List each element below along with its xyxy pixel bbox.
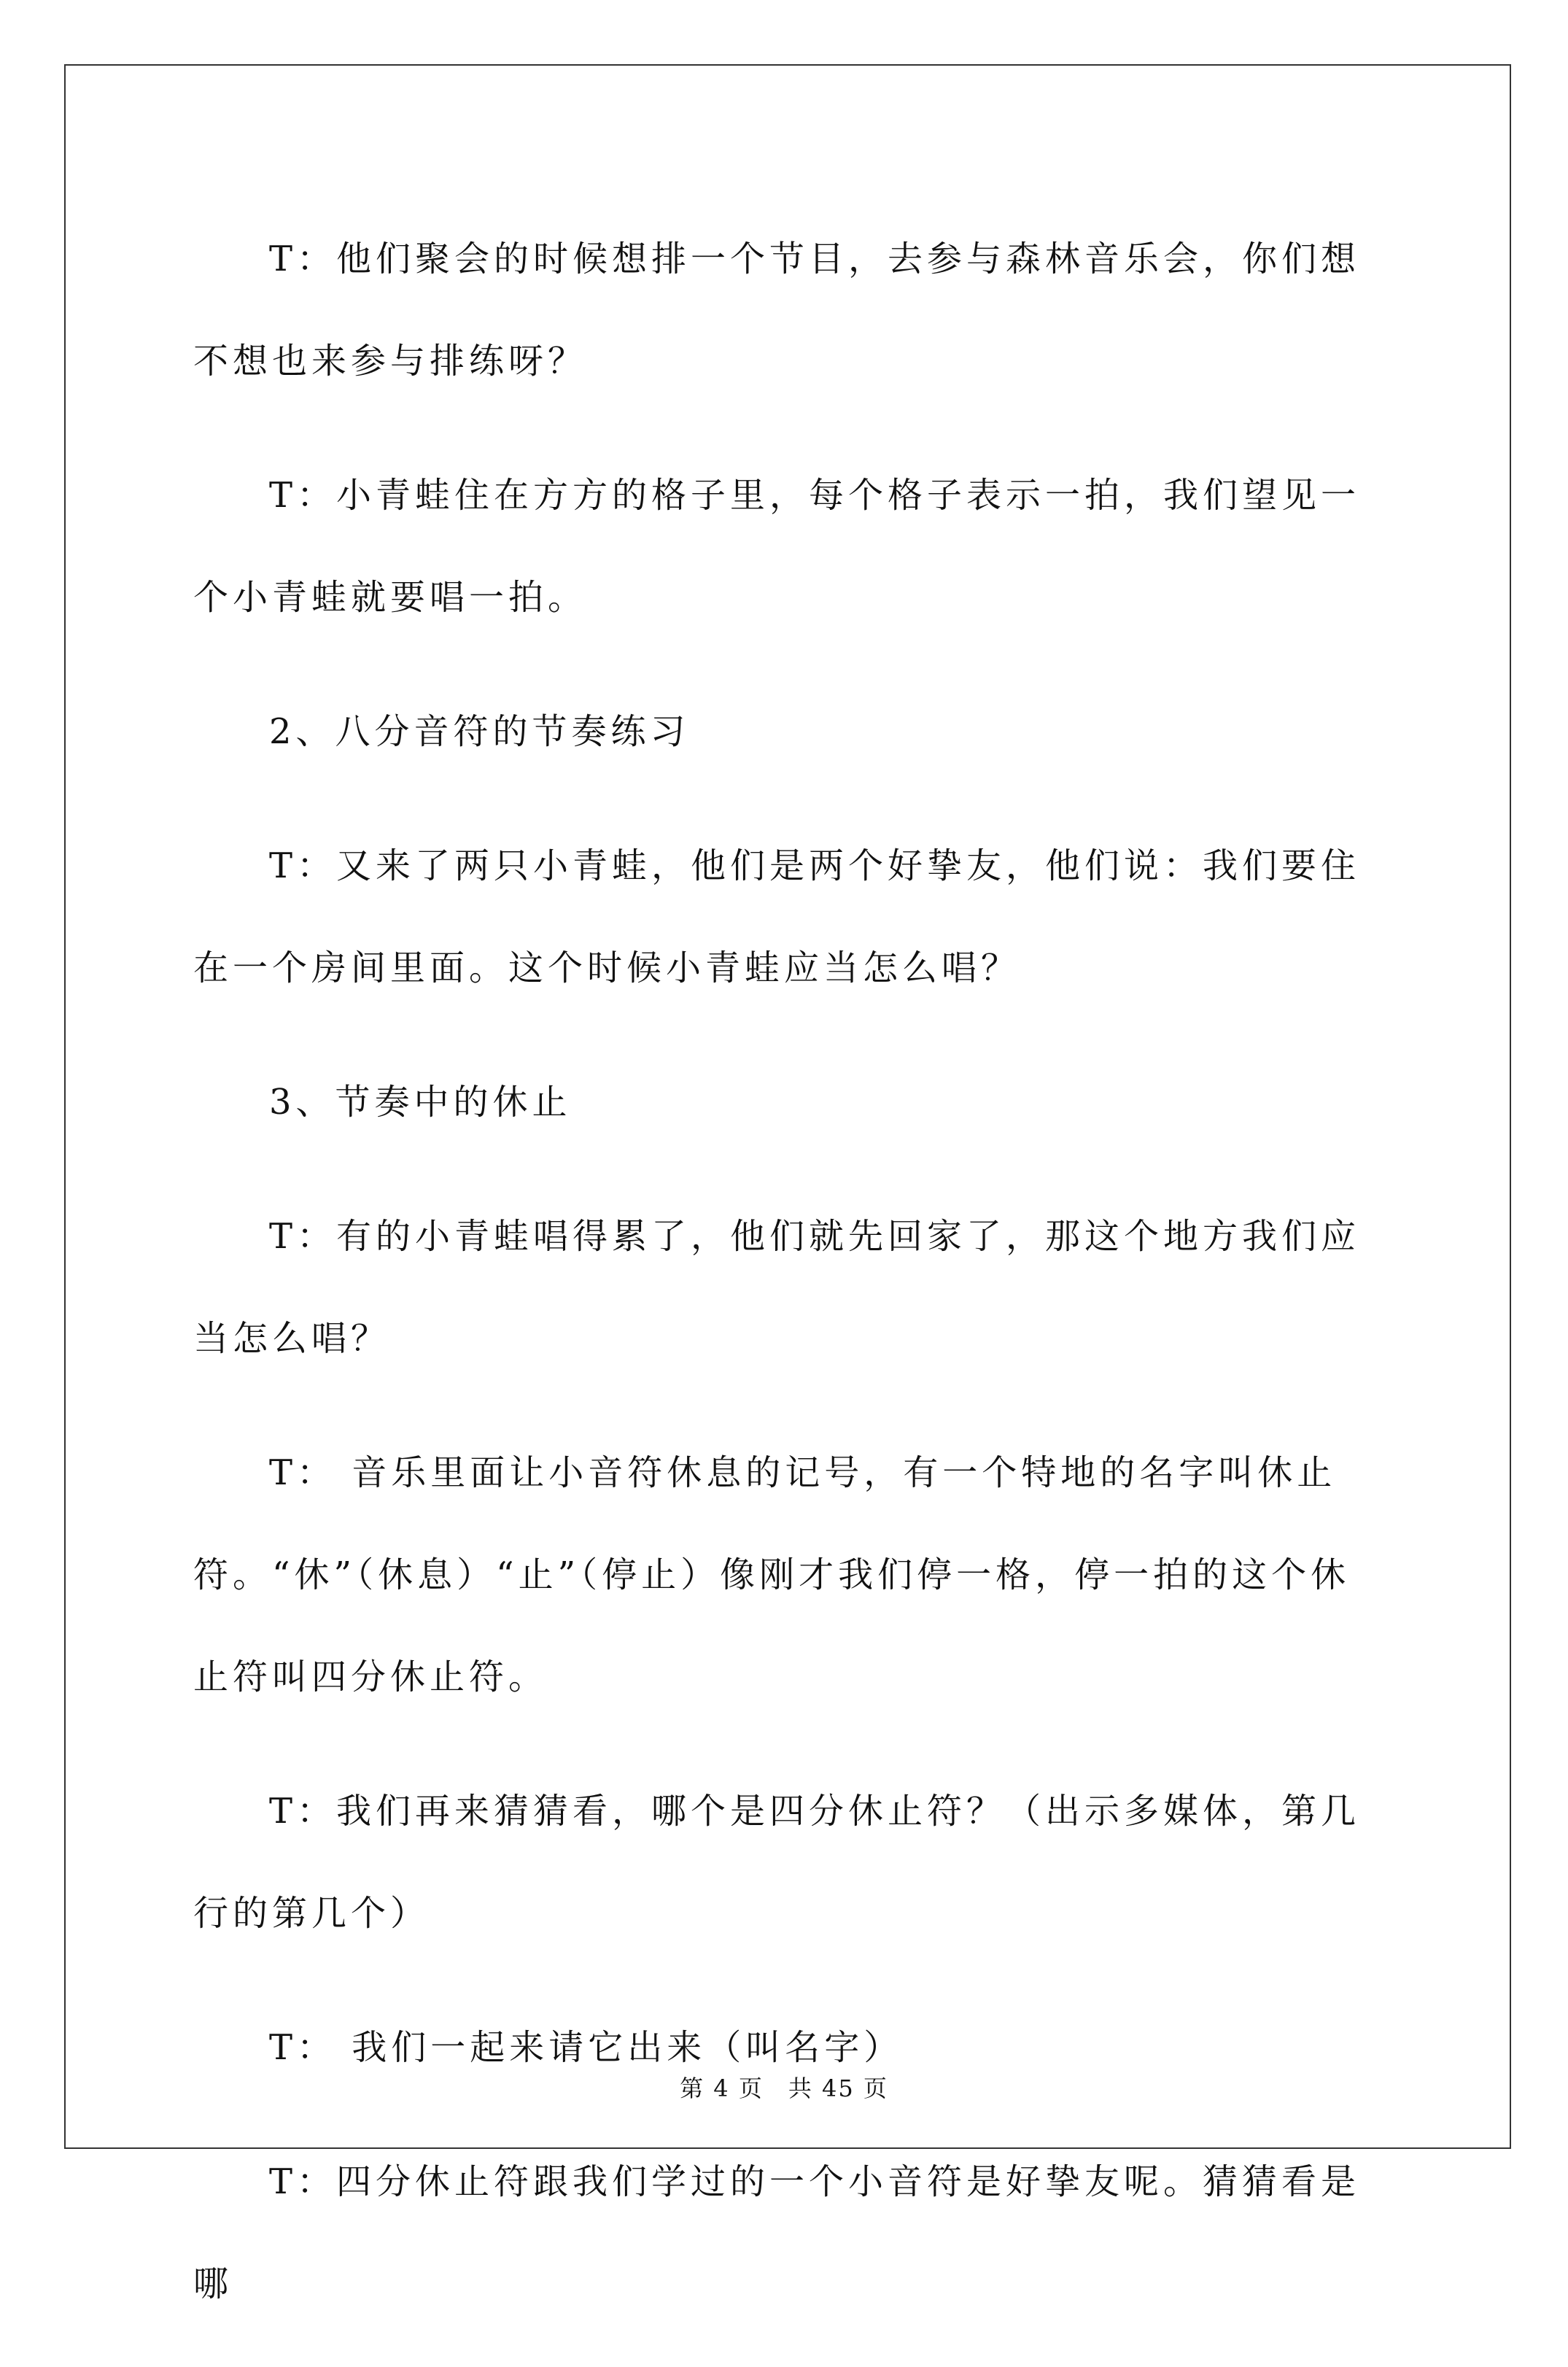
page-number-footer: 第 4 页 共 45 页 (680, 2074, 888, 2102)
paragraph: T：有的小青蛙唱得累了，他们就先回家了，那这个地方我们应当怎么唱？ (193, 1216, 1361, 1359)
paragraph: T：小青蛙住在方方的格子里，每个格子表示一拍，我们望见一个小青蛙就要唱一拍。 (193, 475, 1361, 618)
document-body (193, 208, 1389, 2367)
paragraph: T：我们再来猜猜看，哪个是四分休止符？（出示多媒体，第几行的第几个） (193, 1791, 1361, 1934)
paragraph: T：他们聚会的时候想排一个节目，去参与森林音乐会，你们想不想也来参与排练呀？ (193, 239, 1361, 381)
paragraph: T： 我们一起来请它出来（叫名字） (269, 2027, 904, 2068)
section-heading: 2、八分音符的节奏练习 (269, 711, 690, 752)
paragraph: T：又来了两只小青蛙，他们是两个好挚友，他们说：我们要住在一个房间里面。这个时候小青蛙应当怎么唱？ (193, 845, 1361, 988)
paragraph: T：四分休止符跟我们学过的一个小音符是好挚友呢。猜猜看是哪 (193, 2161, 1361, 2304)
paragraph: T： 音乐里面让小音符休息的记号，有一个特地的名字叫休止符。“休”（休息）“止”（停止）像刚才我们停一格，停一拍的这个休止符叫四分休止符。 (193, 1452, 1351, 1697)
section-heading: 3、节奏中的休止 (269, 1082, 572, 1123)
